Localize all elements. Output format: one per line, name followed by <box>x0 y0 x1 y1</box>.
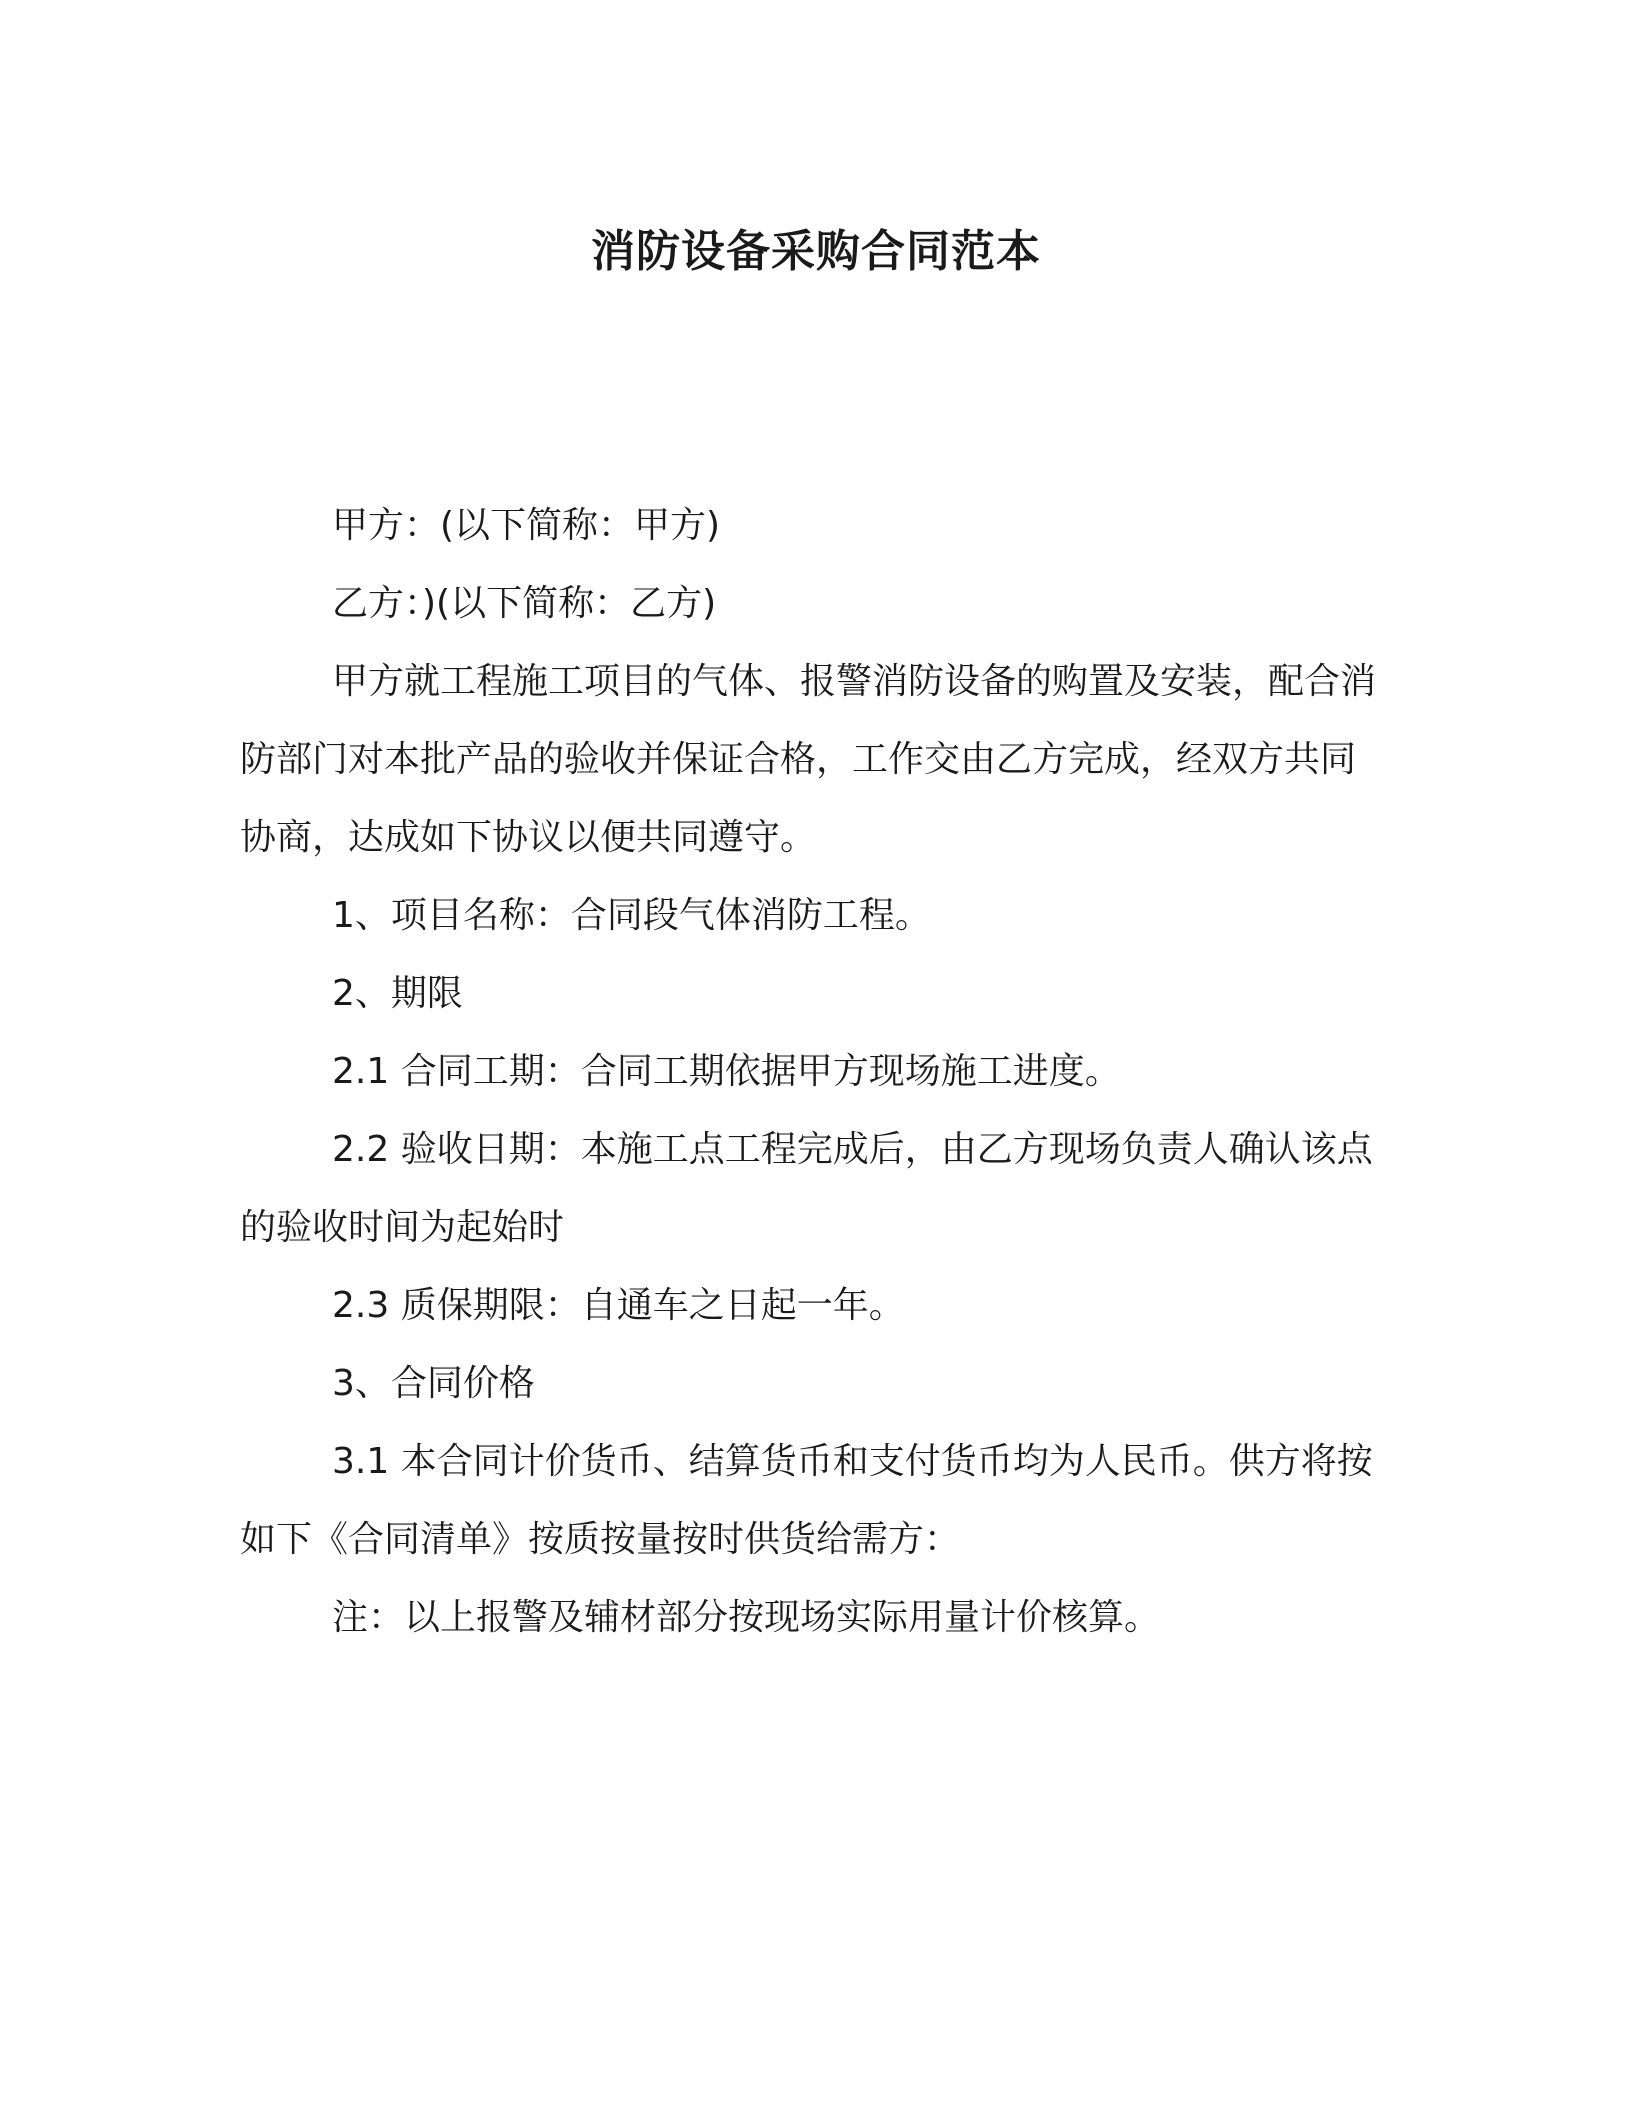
clause-1-project-name: 1、项目名称：合同段气体消防工程。 <box>332 895 931 936</box>
party-b-line: 乙方：)(以下简称：乙方) <box>332 583 717 624</box>
note-paragraph: 注：以上报警及辅材部分按现场实际用量计价核算。 <box>332 1597 1161 1638</box>
document-title: 消防设备采购合同范本 <box>591 226 1041 277</box>
clause-2-heading: 2、期限 <box>332 973 463 1014</box>
party-a-line: 甲方：(以下简称：甲方) <box>332 505 721 546</box>
clause-2-3: 2.3 质保期限：自通车之日起一年。 <box>332 1285 905 1326</box>
clause-2-1: 2.1 合同工期：合同工期依据甲方现场施工进度。 <box>332 1051 1121 1092</box>
clause-2-2: 2.2 验收日期：本施工点工程完成后，由乙方现场负责人确认该点的验收时间为起始时 <box>240 1129 1373 1248</box>
clause-3-1: 3.1 本合同计价货币、结算货币和支付货币均为人民币。供方将按如下《合同清单》按质按量按时供货给需方： <box>240 1441 1373 1560</box>
contract-body <box>240 487 1380 1657</box>
intro-paragraph: 甲方就工程施工项目的气体、报警消防设备的购置及安装，配合消防部门对本批产品的验收并保证合格，工作交由乙方完成，经双方共同协商，达成如下协议以便共同遵守。 <box>240 661 1377 858</box>
clause-3-heading: 3、合同价格 <box>332 1363 535 1404</box>
